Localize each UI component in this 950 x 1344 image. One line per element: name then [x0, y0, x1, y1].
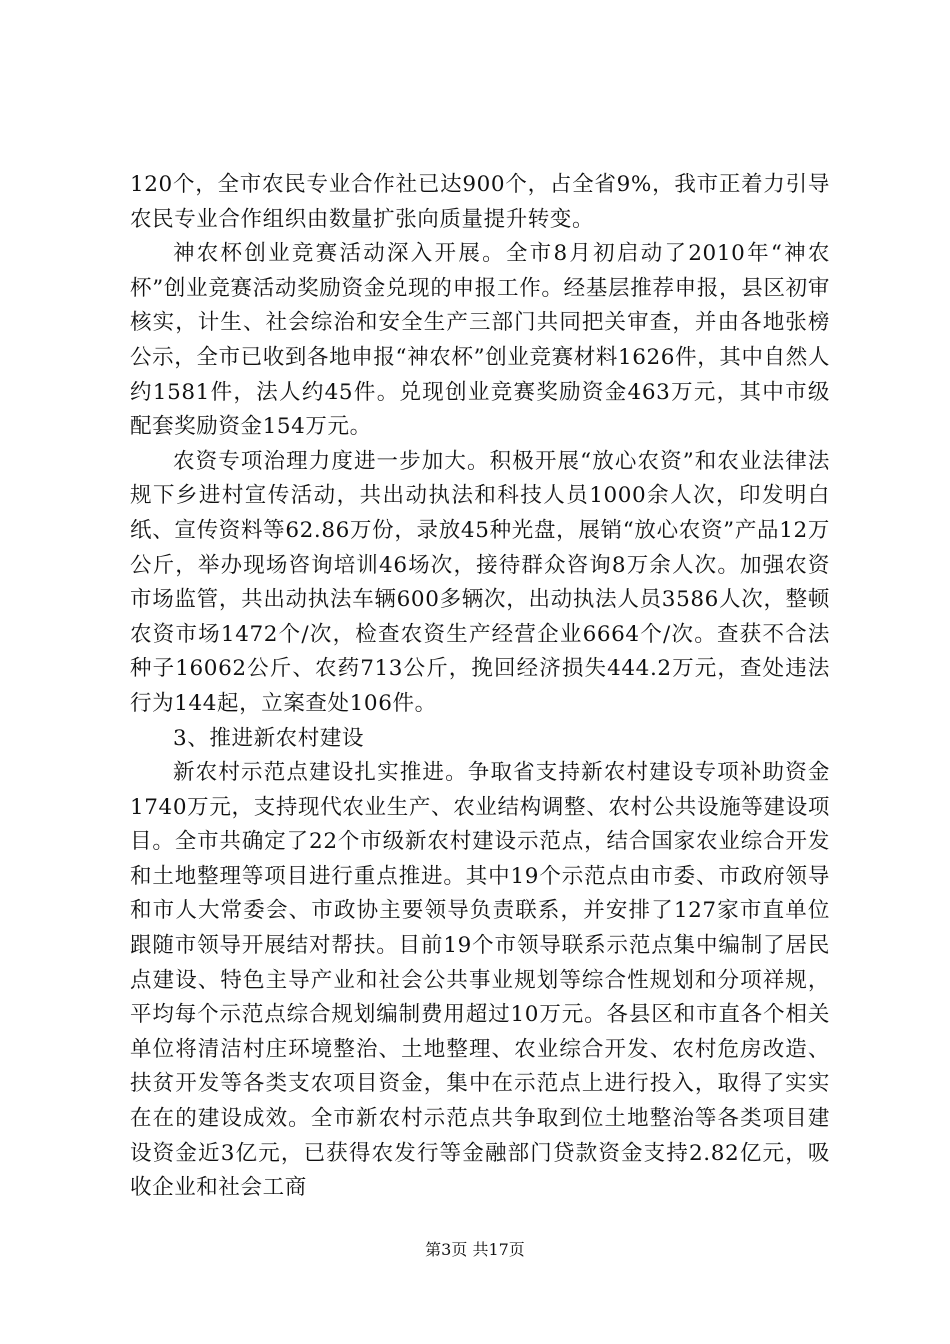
paragraph-continuation: 120个，全市农民专业合作社已达900个，占全省9%，我市正着力引导农民专业合作组织由数量扩张向质量提升转变。 — [130, 172, 830, 232]
paragraph-new-village-demo: 新农村示范点建设扎实推进。争取省支持新农村建设专项补助资金1740万元，支持现代农业生产、农业结构调整、农村公共设施等建设项目。全市共确定了22个市级新农村建设示范点，结合国家农业综合开发和土地整理等项目进行重点推进。其中19个示范点由市委、市政府领导和市人大常委会、市政协主要领导负责联系，并安排了127家市直单位跟随市领导开展结对帮扶。目前19个市领导联系示范点集中编制了居民点建设、特色主导产业和社会公共事业规划等综合性规划和分项祥规，平均每个示范点综合规划编制费用超过10万元。各县区和市直各个相关单位将清洁村庄环境整治、土地整理、农业综合开发、农村危房改造、扶贫开发等各类支农项目资金，集中在示范点上进行投入，取得了实实在在的建设成效。全市新农村示范点共争取到位土地整治等各类项目建设资金近3亿元，已获得农发行等金融部门贷款资金支持2.82亿元，吸收企业和社会工商 — [130, 760, 830, 1201]
paragraph-agri-supplies-governance: 农资专项治理力度进一步加大。积极开展“放心农资”和农业法律法规下乡进村宣传活动，共出动执法和科技人员1000余人次，印发明白纸、宣传资料等62.86万份，录放45种光盘，展销“放心农资”产品12万公斤，举办现场咨询培训46场次，接待群众咨询8万余人次。加强农资市场监管，共出动执法车辆600多辆次，出动执法人员3586人次，整顿农资市场1472个/次，检查农资生产经营企业6664个/次。查获不合法种子16062公斤、农药713公斤，挽回经济损失444.2万元，查处违法行为144起，立案查处106件。 — [130, 448, 830, 716]
document-body — [130, 168, 830, 1206]
section-heading: 3、推进新农村建设 — [173, 725, 365, 751]
page-footer: 第3页 共17页 — [425, 1240, 525, 1259]
paragraph-shennongbei-contest: 神农杯创业竞赛活动深入开展。全市8月初启动了2010年“神农杯”创业竞赛活动奖励资金兑现的申报工作。经基层推荐申报，县区初审核实，计生、社会综治和安全生产三部门共同把关审查，并由各地张榜公示，全市已收到各地申报“神农杯”创业竞赛材料1626件，其中自然人约1581件，法人约45件。兑现创业竞赛奖励资金463万元，其中市级配套奖励资金154万元。 — [130, 241, 830, 440]
